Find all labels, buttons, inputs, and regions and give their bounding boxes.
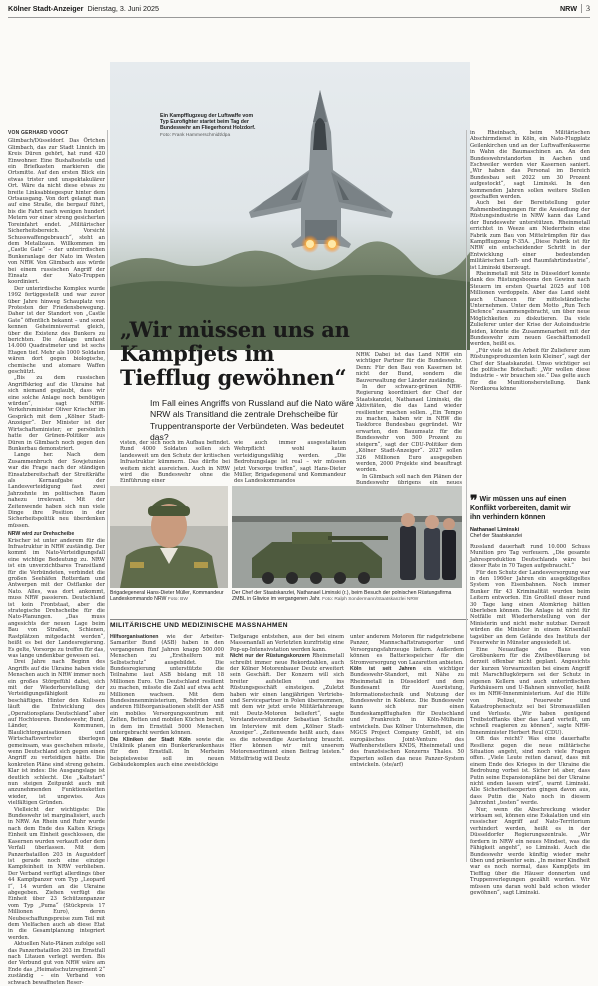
- photo-liminski-visit: [232, 486, 462, 588]
- paragraph: „Für viele ist die Arbeit für Zulieferer zum Rüstungsproduzenten kein Kleiner“, sagt der Chef der Staatskanzlei. Umso wichtiger sei die politische Botschaft: „Wir wollen diese Industrie – wir brauchen sie.“ Das gelte auch für die Munitionsherstellung. Dank Nordkorea könne: [470, 347, 590, 393]
- article-column-3: [120, 440, 230, 485]
- main-photo-caption-text: Ein Kampfflugzeug der Luftwaffe vom Typ Eurofighter startet beim Tag der Bundeswehr am Fliegerhorst Holzdorf.: [160, 113, 256, 132]
- lead-in: Hilfsorganisationen: [110, 634, 159, 640]
- paragraph: NRW. Dabei ist das Land NRW ein wichtiger Partner für die Bundeswehr. Denn: Für den Bau von Kasernen ist nicht der Bund, sondern die Bauverwaltung der Länder zuständig.: [356, 352, 462, 384]
- headline: „Wir müssen uns an Kampfjets im Tiefflug gewöhnen“: [120, 317, 350, 390]
- column-divider: [107, 130, 108, 862]
- article-column-5: [356, 352, 462, 487]
- body-text: unter anderem Motoren für radgetriebene Panzer, Mannschaftstransporter und Versorgungsfahrzeuge liefern. Außerdem können es Batteriespeicher für die Stromversorgung von Lazaretten anbieten.: [350, 634, 464, 666]
- body-text: Tiefgarage entstehen, aus der bei einem Massenanfall an Verletzten kurzfristig eine Pop-up-Intensivstation werden kann.: [230, 634, 344, 653]
- body-text: Rheinmetall schreibt immer neue Rekordzahlen, auch der Kölner Motorenbauer Deutz erweitert sein Geschäft. Der Konzern will sich breiter aufstellen und ins Rüstungsgeschäft einsteigen. „Zuletzt haben wir einen langjährigen Vertriebs- und Servicepartner in Polen übernommen, mit dem wir jetzt erste Militärfahrzeuge mit Deutz-Motoren beliefert“, sagte Vorstandsvorsitzender Sebastian Schulte im Interview mit dem „Kölner Stadt-Anzeiger“. „Zeitenwende heißt auch, dass es die notwendige Ausrüstung braucht. Hier können wir mit unserem Motorensortiment einen Beitrag leisten.“ Mittelfristig will Deutz: [230, 653, 345, 762]
- main-photo-eurofighter: [110, 62, 470, 350]
- masthead: [8, 0, 590, 18]
- paragraph: Auch bei der Bereitstellung guter Rahmenbedingungen für die Ansiedlung der Rüstungsindustrie in NRW kann das Land der Bundeswehr unterstützen. Rheinmetall errichtet in Weeze am Niederrhein eine Fabrik zum Bau von Mittelrümpfen für das Kampfflugzeug F-35A. „Diese Fabrik ist für NRW ein entscheidender Schritt in der Entwicklung einer bedeutenden militärischen Luft- und Raumfahrtindustrie“, ist Liminski überzeugt.: [470, 200, 590, 271]
- lead-in: Die Kliniken der Stadt Köln: [110, 736, 191, 743]
- article-column-1: [8, 130, 106, 986]
- eurofighter-illustration: [110, 62, 470, 350]
- paragraph: Glimbach/Düsseldorf. Das Örtchen Glimbach, das zur Stadt Linnich im Kreis Düren gehört, hat rund 420 Einwohner. Eine Bushaltestelle und ein Briefkasten markieren die Ortsmitte. Auf den ersten Blick ein etwas trister und unspektakulärer Ort. Wäre da nicht diese etwas zu breite Linksabbiegespur hinter dem Ortsausgang. Von dort gelangt man auf eine Straße, die bergauf führt, bis die Fahrt nach wenigen hundert Metern vor einer streng gesicherten Toreinfahrt endet. „Militärischer Sicherheitsbereich. Vorsicht Schusswaffengebrauch“, steht an dem Metallzaun. Willkommen im „Castle Gate“ – der unterirdischen Bunkeranlage der Nato im Westen von NRW. Von Glimbach aus würde bei einem russischen Angriff der Einsatz der Nato-Truppen koordiniert.: [8, 138, 105, 286]
- section2-heading: MILITÄRISCHE UND MEDIZINISCHE MASSNAHMEN: [110, 619, 468, 631]
- paragraph: Drei Jahre nach Beginn des Angriffs auf die Ukraine haben viele Menschen auch in NRW immer noch ein großes Störgefühl dabei, sich mit der Wiederherstellung der Verteidigungsfähigkeit zu beschäftigen. Hinter den Kulissen läuft die Entwicklung des „Operationsplans Deutschland“ aber auf Hochtouren. Bundeswehr, Bund, Länder, Kommunen, Blaulichtorganisationen und Wirtschaftsvertreter überlegen gemeinsam, was geschehen müsste, wenn Deutschland sich gegen einen Angriff zu verteidigen hätte. Die konkreten Pläne sind streng geheim. Klar ist indes: Die Ausgangslage ist deutlich schlecht. Die „Kaltstart“ nun steigen Zeitpunkt auch mit anzunehmenden Funktionsketten wieder, ist ungewiss. Aus vielfältigen Gründen.: [8, 659, 106, 807]
- publication-name: Kölner Stadt-Anzeiger: [8, 4, 84, 13]
- photo-liminski-caption: [232, 590, 464, 603]
- main-photo-caption: [160, 113, 262, 139]
- pull-quote: [470, 492, 580, 540]
- paragraph: „Bis zu dem russischen Angriffskrieg auf die Ukraine hat sich niemand geglaubt, dass wir eine solche Anlage noch benötigen würden“, sagt NRW-Verkehrsminister Oliver Krischer im Gespräch mit dem „Kölner Stadt-Anzeiger“. Der Minister ist der Wirtschaftsminister; er persönlich hatte der Grünen-Politiker aus Düren in Glimbach noch gegen den Bunkerbau demonstriert.: [8, 375, 105, 452]
- quote-mark-icon: ❞: [470, 492, 478, 508]
- paragraph: Oft das reicht? Was eine dauerhafte Resilienz gegen die neue militärische Situation angeht, sind noch viele Fragen offen. „Viele Leute reiten darauf, dass mit einem Ende des Krieges in der Ukraine die Bedrohung vorbei ist. Sicher ist aber, dass Putin seine Expansionspläne bei der Ukraine nicht enden lassen wird“, warnt Liminski. Alle Sicherheitsexperten gingen davon aus, dass Putin die Nato noch in diesem Jahrzehnt „testen“ werde.: [470, 736, 590, 807]
- body-text: ein wichtiger Bundeswehr-Standort, mit Nähe zu Rheinmetall in Düsseldorf und dem Bundesamt für Ausrüstung, Informationstechnik und Nutzung der Bundeswehr in Koblenz. Die Bundeswehr kann sich nur einen Bundeskampfflughafen für Deutschland und Frankreich in Köln-Mülheim entwickeln. Das Kölner Unternehmen, die MGCS Project Company GmbH, ist ein europäisches Joint-Venture des Waffenherstellers KNDS, Rheinmetall und des französischen Konzerns Thales. 50 Experten sollen das neue Panzer-System entwickeln. (ste/arf): [350, 666, 465, 769]
- paragraph: wie auch immer ausgestalteten Wehrpflicht wohl kaum verteidigungsfähig werden. „Die Bedrohungslage ist real – wir müssen jetzt Vorsorge treffen“, sagt Hans-Dieter Müller, Brigadegeneral und Kommandeur des Landeskommandos: [234, 440, 346, 485]
- main-photo-credit: Foto: Frank Hammerschmidt/dpa: [160, 132, 231, 138]
- lead-in: Köln ist seit Jahren: [350, 666, 416, 673]
- article-column-4: [234, 440, 346, 485]
- quote-name: Nathanael Liminski: [470, 527, 520, 534]
- photo-general-mueller: [110, 486, 228, 588]
- body-text: wie der Arbeiter-Samariter Bund (ASB) haben in den vergangenen fünf Jahren knapp 500.000 Menschen zu „Ersthelfern mit Selbstschutz“ ausgebildet. Die Bundesregierung unterstützte die Teilnahme laut ASB bislang mit 18 Millionen Euro. Um Deutschland resilient zu machen, müsste die Zahl auf etwa acht Millionen wachsen. Mit dem Bundesinnenministerium, Behörden und anderen Hilfsorganisationen stellt der ASB ein mobiles Versorgungszentrum mit Zelten, Betten und mobilen Küchen bereit, in dem im Ernstfall 5000 Menschen untergebracht werden können.: [110, 634, 224, 737]
- general-portrait-illustration: [110, 486, 228, 588]
- body-text: sowie die Uniklinik planen ein Bunkerkrankenhaus für den Ernstfall. In Merheim beispielsweise soll im neuen Gebäudekomplex auch eine zweistöckige: [110, 736, 224, 769]
- paragraph: In Glimbach soll nach den Plänen der Bundeswehr übrigens ein neues: [356, 473, 462, 487]
- section2-paragraph: [230, 653, 344, 762]
- paragraph: Russland dauerhaft rund 10.000 Schuss Munition pro Tag verfeuern. „Die gesamte Jahresproduktion Deutschlands wäre bei dieser Rate in 70 Tagen aufgebraucht.“: [470, 544, 590, 570]
- photo-general-caption: [110, 590, 228, 603]
- paragraph: in Rheinbach, beim Militärischen Abschirmdienst in Köln, ein Nato-Flugplatz Geilenkirchen und an der Luftwaffenkaserne in Wahn die Baumaschinen an. An den Bundeswehrstandorten in Aachen und Eschweiler werden vier Kasernen saniert. „Wir haben das Personal im Bereich Bundesbau seit 2022 um 30 Prozent aufgestockt“, sagt Liminski. In den kommenden Jahren sollen weitere Stellen geschaffen werden.: [470, 130, 590, 201]
- standfirst: Im Fall eines Angriffs von Russland auf die Nato wäre NRW als Transitland die zentrale Drehscheibe für Truppentransporte der Verbündeten. Was bedeutet das?: [150, 398, 354, 443]
- subheading: NRW wird zur Drehscheibe: [8, 531, 75, 538]
- section2-column-3: [350, 634, 464, 864]
- section2-paragraph: [110, 634, 224, 737]
- paragraph: Eine Neuauflage des Baus von Großbunkern für die Zivilbevölkerung ist derzeit offenbar nicht geplant. Angesichts der kurzen Vorwarnzeiten bei einem Angriff mit Marschflugkörpern sei der Schutz in eigenen Kellern und auch unterirdischen Parkhäusern und U-Bahnen sinnvoller, heißt es im NRW-Innenministerium. Auf die Hilfe von Polizei, Feuerwehr und Katastrophenschutz sei bei Stromausfällen und Verluste. „Wir haben genügend Treibstofftanks über das Land verteilt, um schnell reagieren zu können“, sagte NRW-Innenminister Herbert Reul (CDU).: [470, 646, 590, 736]
- paragraph: Nur, wenn die Abschreckung wieder wirksam sei, können eine Eskalation und ein russischer Angriff auf Nato-Territorium verhindert werden, heißt es in der Düsseldorfer Regierungszentrale. „Wir fordern in NRW ein neues Mindset, was die Fähigkeit angeht“, so Liminski. Auch die Bundeswehr werde künftig wieder mehr üben und präsenter sein. „In meiner Kindheit war es noch normal, dass Kampfjets im Tiefflug über die Häuser donnerten und Truppenverlegungen gezählt wurden. Wir müssen uns daran wohl bald schon wieder gewöhnen“, sagt Liminski.: [470, 806, 590, 896]
- section2-paragraph: [350, 666, 464, 769]
- photo-general-caption-text: Brigadegeneral Hans-Dieter Müller, Kommandeur Landeskommando NRW: [110, 590, 224, 603]
- paragraph: Für den Schutz der Landesversorgung war in den 1960er Jahren ein ausgeklügeltes System von Eisenbahnen. Noch immer Bunker für 43 Kriminalität wurden beim Leitern entworfen. Ein Großteil dieser rund 30 Tage lang einen Atomkrieg hätten überleben können. Die Anlage ist nicht für Notfälle mit Wiederherstellung von der Ministerin und nicht mehr nutzbar. Derzeit würden die Minister in einem Krisenfall tagsüber an dem Gelände des Instituts der Feuerwehr in Münster angesiedelt ist.: [470, 569, 590, 647]
- photo-liminski-credit: Foto: Ralph Sondermann/Staatskanzlei NRW: [322, 597, 419, 603]
- column-divider: [466, 130, 467, 862]
- paragraph: Vielleicht der wichtigste: Die Bundeswehr ist marginalisiert, auch in NRW. An Rhein und Ruhr wurde nach dem Ende des Kalten Kriegs Einheit um Einheit geschlossen, die Kasernen wurden verkauft oder dem Verfall überlassen. Mit dem Panzerbataillon 203 in Augustdorf ist gerade noch eine einzige Kampfeinheit in NRW verblieben. Der Verband verfügt allerdings über 44 Kampfpanzer vom Typ „Leopard I“, 14 wurden an die Ukraine abgegeben. Ziehen verfügt die Einheit über 23 Schützenpanzer vom Typ „Puma“ (Stückpreis 17 Millionen Euro), deren Neubeschaffungspreise zum Teil mit dem Vielfachen auch ab diese Etat in die Gesamtplanung integriert werden.: [8, 806, 105, 941]
- paragraph: Aktuellen Nato-Plänen zufolge soll das Panzerbataillon 203 im Ernstfall nach Litauen verlegt werden. Bis der Verbund gut von NRW wäre am Ende das „Heimatschutzregiment 2“ zuständig – ein Verband von schwach bewaffneten Reser-: [8, 941, 105, 986]
- section2-column-2: [230, 634, 344, 864]
- section2-column-1: [110, 634, 224, 864]
- author-byline: VON GERHARD VOOGT: [8, 130, 69, 136]
- article-column-6b: [470, 544, 590, 896]
- section2-paragraph: [230, 634, 344, 653]
- photo-general-credit: Foto: BW: [167, 597, 188, 603]
- section-label: NRW: [560, 4, 582, 13]
- quote-text: Wir müssen uns auf einen Konflikt vorbereiten, damit wir ihn verhindern können: [470, 496, 571, 521]
- paragraph: Der unterirdische Komplex wurde 1992 fertiggestellt und war zuvor über Jahre hinweg Schauplatz von Protesten der Friedensbewegung. Daher ist der Standort von „Castle Gate“ öffentlich bekannt – und sonst kennen Geheimnisverrat gleich, über die Existenz des Bunkers zu berichten. Die Anlage umfasst 14.000 Quadratmeter und ist sechs Etagen tief. Mehr als 1000 Soldaten wären dort gegen biologische, chemische und atomare Waffen geschützt.: [8, 285, 105, 376]
- page-number: 3: [586, 4, 590, 13]
- paragraph: visten, der sich noch im Aufbau befindet. Rund 4000 Soldaten sollen sich landesweit um den Schutz der kritischen Infrastruktur kümmern. Das dürfte bei weitem nicht ausreichen. Auch in NRW wird die Bundeswehr ohne die Einführung einer: [120, 440, 230, 485]
- lead-in: Nicht nur der Rüstungskonzern: [230, 653, 310, 660]
- paragraph: Krischer ist unter anderem für die Infrastruktur in NRW zuständig. Der kommt im Nato-Verteidigungsfall eine wichtige Bedeutung zu. NRW ist ein unverzichtbares Transitland für die Verbündeten, verbindet die großen Seehäfen Rotterdam und Antwerpen mit der Ostflanke der Nato. Alles, was dort ankommt, muss NRW passieren. Deutschland ist kein Frontstaat, aber die strategische Drehscheibe für die Nato-Planungen. „Das muss angesichts der neuen Lage beim Bau von Straßen, Schienen, Rastplätzen mitgedacht werden“, heißt es bei der Landesregierung. Es gelte, Vorsorge zu treffen für das, was lange undenkbar gewesen sei.: [8, 537, 105, 659]
- factory-visit-illustration: [232, 486, 462, 588]
- section2-paragraph: [350, 634, 464, 666]
- quote-role: Chef der Staatskanzlei: [470, 533, 523, 540]
- section2-paragraph: [110, 737, 224, 769]
- issue-date: Dienstag, 3. Juni 2025: [87, 4, 160, 13]
- article-column-6: [470, 130, 590, 492]
- paragraph: In der schwarz-grünen NRW-Regierung koordiniert der Chef der Staatskanzlei, Nathanael Liminski, die Aktivitäten, die das Land wieder resilienter machen sollen. „Ein Tempo zu machen, haben wir in NRW die Taskforce Bundesbau gegründet. Wir erwarten, den Bauumsatz für die Bundeswehr von 500 Prozent zu steigern“, sagt der CDU-Politiker dem „Kölner Stadt-Anzeiger“. 2027 sollen 326 Millionen Euro ausgegeben werden, 2000 Projekte sind beauftragt worden.: [356, 384, 462, 474]
- paragraph: Lange her. Nach dem Zusammenbruch der Sowjetunion war die Frage nach der ständigen Einsatzbereitschaft der Streitkräfte als Kernaufgabe der Landesverteidigung fast zwei Jahrzehnte im politischen Raum nahezu irrelevant. Mit der Zeitenwende haben sich nun viele Dinge ihre Position in der Sicherheitspolitik neu überdenken müssen.: [8, 452, 105, 529]
- photo-liminski-caption-text: Der Chef der Staatskanzlei, Nathanael Liminski (r.), beim Besuch der polnischen Rüstungsfirma ZMBL in Gliwice im vergangenen Jahr.: [232, 590, 452, 603]
- paragraph: Rheinmetall mit Sitz in Düsseldorf konnte dank des Rüstungsbooms den Gewinn nach Steuern im ersten Quartal 2025 auf 108 Millionen verdoppeln. Aber das Land sieht auch Chancen für mittelständische Unternehmen. Unter dem Motto „Run Tech Defence“ zusammengebracht, um über neue Möglichkeiten zu diskutieren. Da viele Zulieferer unter der Krise der Autoindustrie leiden, könnte die Zusammenarbeit mit der Bundeswehr zum neuen Geschäftsmodell werden, heißt es.: [470, 270, 590, 348]
